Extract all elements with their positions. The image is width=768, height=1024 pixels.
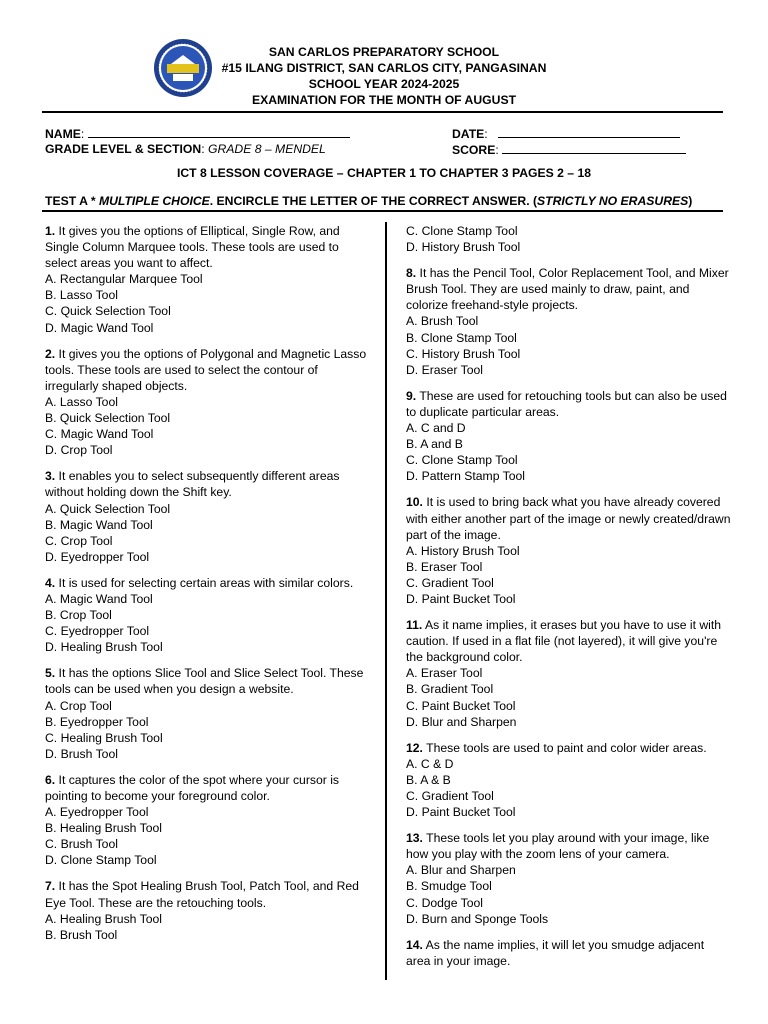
name-row: NAME: xyxy=(45,125,350,142)
question-text xyxy=(406,937,731,969)
answer-option[interactable]: C. Gradient Tool xyxy=(406,575,494,590)
answer-option[interactable]: D. Paint Bucket Tool xyxy=(406,805,516,820)
answer-option[interactable]: A. History Brush Tool xyxy=(406,543,520,558)
answer-option[interactable]: A. Magic Wand Tool xyxy=(45,591,153,606)
answer-option[interactable]: A. C and D xyxy=(406,421,466,436)
question-text xyxy=(45,665,370,697)
grade-row: GRADE LEVEL & SECTION: GRADE 8 – MENDEL xyxy=(45,142,326,156)
left-column xyxy=(45,223,370,953)
column-divider xyxy=(385,222,387,980)
test-instruction xyxy=(45,193,725,209)
right-column xyxy=(406,223,731,979)
answer-option[interactable]: B. Eyedropper Tool xyxy=(45,714,149,729)
answer-option[interactable]: D. Eyedropper Tool xyxy=(45,549,150,564)
question-text xyxy=(406,830,731,862)
question-body: It captures the color of the spot where your cursor is pointing to become your foreground color. xyxy=(45,772,340,803)
answer-option[interactable]: A. Brush Tool xyxy=(406,314,479,329)
question-number: 4. xyxy=(45,575,56,590)
question-item xyxy=(45,223,370,336)
question-text xyxy=(406,494,731,542)
question-body: It is used for selecting certain areas with similar colors. xyxy=(55,575,354,590)
answer-option[interactable]: C. Clone Stamp Tool xyxy=(406,224,518,238)
answer-option[interactable]: D. Clone Stamp Tool xyxy=(45,853,157,868)
answer-option[interactable]: A. Rectangular Marquee Tool xyxy=(45,272,203,287)
lesson-coverage: ICT 8 LESSON COVERAGE – CHAPTER 1 TO CHAPTER 3 PAGES 2 – 18 xyxy=(176,166,592,180)
date-label: DATE xyxy=(452,127,485,141)
name-label: NAME xyxy=(45,127,81,141)
answer-option[interactable]: C. Quick Selection Tool xyxy=(45,304,171,319)
question-text xyxy=(45,878,370,910)
question-7-continued xyxy=(406,223,731,255)
answer-option[interactable]: D. Pattern Stamp Tool xyxy=(406,469,525,484)
question-item xyxy=(45,665,370,762)
question-body: It has the Spot Healing Brush Tool, Patch Tool, and Red Eye Tool. These are the retouching tools. xyxy=(45,879,359,910)
answer-option[interactable]: B. Gradient Tool xyxy=(406,682,494,697)
name-field[interactable] xyxy=(88,125,350,138)
question-text xyxy=(45,772,370,804)
question-item xyxy=(45,468,370,565)
score-label: SCORE xyxy=(452,143,496,157)
question-item xyxy=(406,617,731,730)
answer-option[interactable]: B. Eraser Tool xyxy=(406,559,483,574)
question-number: 9. xyxy=(406,388,417,403)
question-item xyxy=(406,830,731,927)
question-number: 2. xyxy=(45,346,56,361)
question-text xyxy=(406,617,731,665)
test-note: STRICTLY NO ERASURES xyxy=(537,194,689,208)
school-name: SAN CARLOS PREPARATORY SCHOOL xyxy=(268,45,500,59)
answer-option[interactable]: C. Eyedropper Tool xyxy=(45,624,150,639)
answer-option[interactable]: D. Blur and Sharpen xyxy=(406,714,517,729)
question-body: It has the Pencil Tool, Color Replacement Tool, and Mixer Brush Tool. They are used mainly to draw, paint, and colorize freehand-style projects. xyxy=(406,266,729,313)
score-field[interactable] xyxy=(502,141,686,154)
answer-option[interactable]: C. Brush Tool xyxy=(45,837,118,852)
question-text xyxy=(406,265,731,313)
answer-option[interactable]: D. Crop Tool xyxy=(45,443,113,458)
test-type: MULTIPLE CHOICE xyxy=(98,194,210,208)
question-item xyxy=(406,937,731,969)
answer-option[interactable]: C. History Brush Tool xyxy=(406,346,521,361)
question-item xyxy=(406,740,731,820)
question-body: These are used for retouching tools but can also be used to duplicate particular areas. xyxy=(406,388,727,419)
question-body: As it name implies, it erases but you have to use it with caution. If used in a flat file (not layered), it will give you're the background color. xyxy=(406,618,722,665)
question-number: 10. xyxy=(406,495,423,510)
question-number: 13. xyxy=(406,831,423,846)
answer-option[interactable]: B. Quick Selection Tool xyxy=(45,411,171,426)
answer-option[interactable]: B. Lasso Tool xyxy=(45,288,118,303)
answer-option[interactable]: C. Healing Brush Tool xyxy=(45,730,163,745)
question-body: These tools are used to paint and color wider areas. xyxy=(422,740,707,755)
question-text xyxy=(45,223,370,271)
answer-option[interactable]: D. Burn and Sponge Tools xyxy=(406,911,549,926)
question-text xyxy=(45,468,370,500)
answer-option[interactable]: C. Magic Wand Tool xyxy=(45,427,154,442)
question-item xyxy=(406,388,731,485)
question-number: 3. xyxy=(45,469,56,484)
exam-title: EXAMINATION FOR THE MONTH OF AUGUST xyxy=(251,93,517,107)
answer-option[interactable]: A. Lasso Tool xyxy=(45,394,118,409)
answer-option[interactable]: B. Magic Wand Tool xyxy=(45,517,153,532)
answer-option[interactable]: B. Clone Stamp Tool xyxy=(406,330,517,345)
school-address: #15 ILANG DISTRICT, SAN CARLOS CITY, PANGASINAN xyxy=(221,61,547,75)
score-row: SCORE: xyxy=(452,141,686,158)
question-text xyxy=(406,388,731,420)
answer-option[interactable]: C. Paint Bucket Tool xyxy=(406,698,516,713)
question-item xyxy=(45,772,370,869)
header-rule xyxy=(42,111,723,113)
question-text xyxy=(406,740,731,756)
answer-option[interactable]: C. Crop Tool xyxy=(45,533,113,548)
question-body: It gives you the options of Elliptical, Single Row, and Single Column Marquee tools. These tools are used to select areas you want to affect. xyxy=(45,224,340,271)
question-item xyxy=(45,878,370,942)
answer-option[interactable]: B. A and B xyxy=(406,437,463,452)
question-number: 1. xyxy=(45,224,56,238)
answer-option[interactable]: A. Blur and Sharpen xyxy=(406,863,516,878)
answer-option[interactable]: D. Paint Bucket Tool xyxy=(406,591,516,606)
answer-option[interactable]: A. Eraser Tool xyxy=(406,666,483,681)
question-body: As the name implies, it will let you smudge adjacent area in your image. xyxy=(406,937,705,968)
answer-option[interactable]: A. Eyedropper Tool xyxy=(45,805,149,820)
question-number: 5. xyxy=(45,666,56,681)
answer-option[interactable]: D. Brush Tool xyxy=(45,746,118,761)
answer-option[interactable]: C. Dodge Tool xyxy=(406,895,484,910)
question-text xyxy=(45,346,370,394)
test-suffix: ) xyxy=(688,194,693,208)
answer-option[interactable]: B. Healing Brush Tool xyxy=(45,821,162,836)
test-rule xyxy=(42,210,723,212)
grade-label: GRADE LEVEL & SECTION xyxy=(45,142,202,156)
question-number: 8. xyxy=(406,266,417,281)
question-number: 14. xyxy=(406,937,423,952)
answer-option[interactable]: A. Crop Tool xyxy=(45,698,112,713)
answer-option[interactable]: D. History Brush Tool xyxy=(406,240,521,255)
grade-value: GRADE 8 – MENDEL xyxy=(207,142,326,156)
question-text xyxy=(45,575,370,591)
answer-option[interactable]: A. Quick Selection Tool xyxy=(45,501,171,516)
date-field[interactable] xyxy=(498,125,680,138)
school-year: SCHOOL YEAR 2024-2025 xyxy=(308,77,460,91)
question-number: 7. xyxy=(45,879,56,894)
question-body: It enables you to select subsequently different areas without holding down the Shift key. xyxy=(45,469,340,500)
question-number: 11. xyxy=(406,618,423,633)
answer-option[interactable]: C. Clone Stamp Tool xyxy=(406,453,518,468)
answer-option[interactable]: A. Healing Brush Tool xyxy=(45,911,162,926)
date-row: DATE: xyxy=(452,125,680,142)
answer-option[interactable]: D. Magic Wand Tool xyxy=(45,320,154,335)
question-item xyxy=(406,265,731,378)
answer-option[interactable]: B. A & B xyxy=(406,772,451,787)
question-item xyxy=(45,346,370,459)
question-number: 6. xyxy=(45,772,56,787)
answer-option[interactable]: B. Brush Tool xyxy=(45,927,118,942)
question-body: These tools let you play around with your image, like how you play with the zoom lens of your camera. xyxy=(406,831,710,862)
test-prefix: TEST A * xyxy=(45,194,99,208)
question-body: It gives you the options of Polygonal and Magnetic Lasso tools. These tools are used to select the contour of irregularly shaped objects. xyxy=(45,346,367,393)
answer-option[interactable]: D. Healing Brush Tool xyxy=(45,640,163,655)
test-instruction-text: . ENCIRCLE THE LETTER OF THE CORRECT ANSWER. ( xyxy=(209,194,538,208)
question-item xyxy=(45,575,370,655)
answer-option[interactable]: D. Eraser Tool xyxy=(406,362,483,377)
answer-option[interactable]: C. Gradient Tool xyxy=(406,789,494,803)
answer-option[interactable]: B. Smudge Tool xyxy=(406,879,492,894)
answer-option[interactable]: A. C & D xyxy=(406,756,454,771)
school-header xyxy=(160,44,608,108)
answer-option[interactable]: B. Crop Tool xyxy=(45,608,112,623)
question-body: It is used to bring back what you have already covered with either another part of the image or newly created/drawn part of the image. xyxy=(406,495,731,542)
question-number: 12. xyxy=(406,740,423,755)
question-body: It has the options Slice Tool and Slice Select Tool. These tools can be used when you design a website. xyxy=(45,666,364,697)
question-item xyxy=(406,494,731,607)
